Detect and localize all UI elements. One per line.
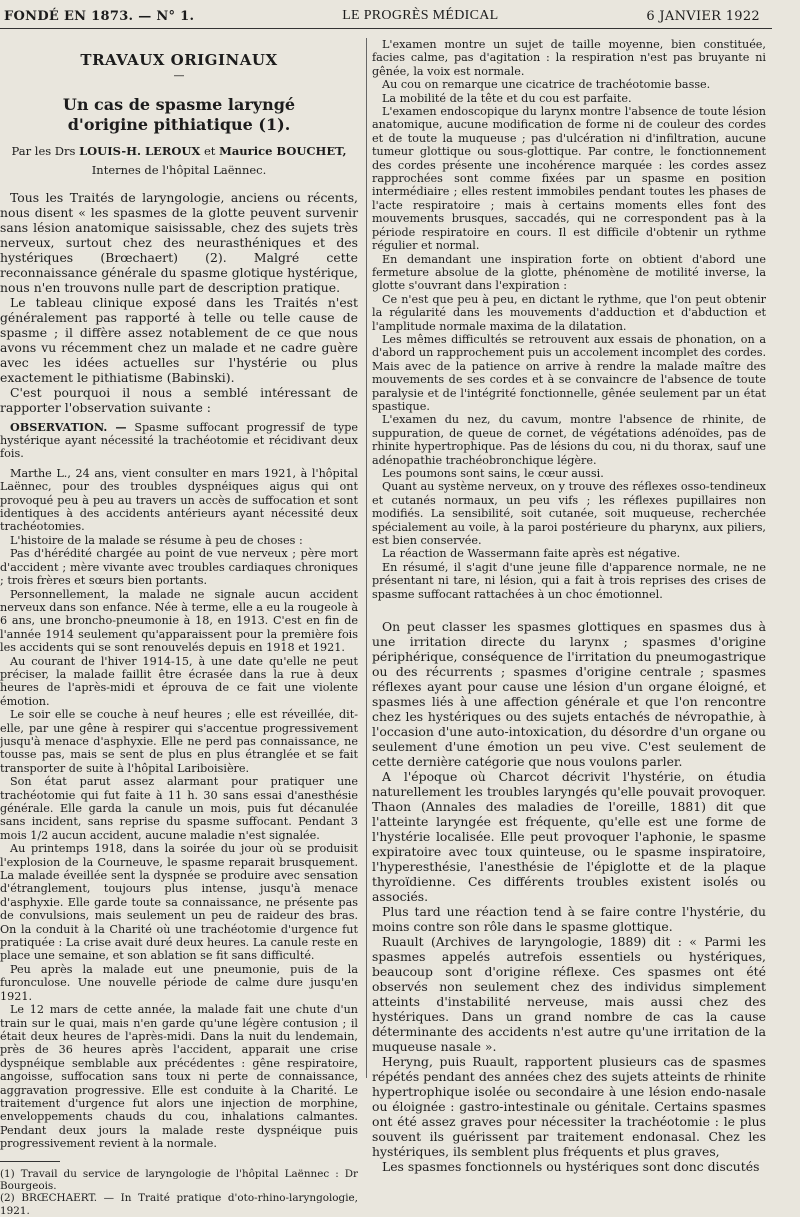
exam-paragraph: La réaction de Wassermann faite après est négative. <box>382 547 681 561</box>
footnote: (2) BRŒCHAERT. — In Traité pratique d'oto-rhino-laryngologie, 1921. <box>0 1192 358 1217</box>
exam-paragraph: Les mêmes difficultés se retrouvent aux essais de phonation, on a d'abord un rapprochement puis un accolement incomplet des cordes. Mais avec de la patience on arrive à rendre la malade maître des mouvements de ses cordes et à se convaincre de l'absence de toute paralysie et de l'intégrité fonctionnelle, gênée seulement par un état spastique. <box>372 332 766 413</box>
discussion-paragraph: A l'époque où Charcot décrivit l'hystérie, on étudia naturellement les troubles laryngés qu'elle pouvait provoquer. Thaon (Annales des maladies de l'oreille, 1881) dit que l'atteinte laryngée est fréquente, qu'elle est une forme de l'hystérie localisée. Elle peut provoquer l'aphonie, le spasme expiratoire avec toux quinteuse, ou le spasme inspiratoire, l'hyperesthésie, l'anesthésie de l'épiglotte et de la plaque thyroïdienne. Ces différents troubles existent isolés ou associés. <box>372 769 766 905</box>
discussion-paragraph: Les spasmes fonctionnels ou hystériques sont donc discutés <box>382 1159 760 1175</box>
page-header <box>4 6 760 26</box>
discussion-paragraph: Heryng, puis Ruault, rapportent plusieurs cas de spasmes répétés pendant des années chez des sujets atteints de rhinite hypertrophique isolée ou secondaire à une lésion endo-nasale ou éloignée : gastro-intestinale ou génitale. Certains spasmes ont été assez graves pour nécessiter la trachéotomie : le plus souvent ils guérissent par traitement endonasal. Chez les hystériques, ils semblent plus fréquents et plus graves, <box>372 1054 766 1160</box>
observation-paragraph: Pas d'hérédité chargée au point de vue nerveux ; père mort d'accident ; mère vivante avec troubles cardiaques chroniques ; trois frères et sœurs bien portants. <box>0 547 358 588</box>
observation-paragraph: Peu après la malade eut une pneumonie, puis de la furonculose. Une nouvelle période de calme dure jusqu'en 1921. <box>0 962 358 1003</box>
authors-prefix: Par les Drs <box>11 143 76 158</box>
article-authors <box>0 145 358 158</box>
observation-paragraph: Au courant de l'hiver 1914-15, à une date qu'elle ne peut préciser, la malade faillit être écrasée dans la rue à deux heures de l'après-midi et éprouva de ce fait une violente émotion. <box>0 654 358 708</box>
exam-paragraph: Au cou on remarque une cicatrice de trachéotomie basse. <box>382 78 711 92</box>
exam-paragraph: Les poumons sont sains, le cœur aussi. <box>382 467 604 480</box>
intro-paragraph: C'est pourquoi il nous a semblé intéressant de rapporter l'observation suivante : <box>0 384 358 415</box>
observation-paragraph: Personnellement, la malade ne signale aucun accident nerveux dans son enfance. Née à terme, elle a eu la rougeole à 6 ans, une broncho-pneumonie à 18, en 1913. C'est en fin de l'année 1914 seulement qu'apparaissent pour la première fois les accidents qui se sont renouvelés depuis en 1918 et 1921. <box>0 587 358 655</box>
authors-affiliation: Internes de l'hôpital Laënnec. <box>91 163 267 178</box>
observation-continued <box>372 38 766 601</box>
header-rule <box>0 28 772 29</box>
author-bouchet: Maurice BOUCHET, <box>219 143 347 158</box>
discussion-paragraph: On peut classer les spasmes glottiques en spasmes dus à une irritation directe du larynx ; spasmes d'origine périphérique, conséquence de l'irritation du pneumogastrique ou des récurrents ; spasmes d'origine centrale ; spasmes réflexes ayant pour cause une lésion d'un organe éloigné, et spasmes liés à une affection générale et que l'on rencontre chez les hystériques ou des sujets entachés de névropathie, à l'occasion d'une auto-intoxication, du désordre d'un organe ou seulement d'une émotion un peu vive. C'est seulement de cette dernière catégorie que nous voulons parler. <box>372 619 766 770</box>
observation-paragraph: Son état parut assez alarmant pour pratiquer une trachéotomie qui fut faite à 11 h. 30 sans essai d'anesthésie générale. Elle garda la canule un mois, puis fut décanulée sans incident, sans reprise du spasme suffocant. Pendant 3 mois 1/2 aucun accident, aucune maladie n'est signalée. <box>0 775 358 842</box>
observation-paragraph: Marthe L., 24 ans, vient consulter en mars 1921, à l'hôpital Laënnec, pour des troubles dyspnéiques aigus qui ont provoqué peu à peu au travers un accès de suffocation et sont identiques à des accidents antérieurs ayant nécessité deux trachéotomies. <box>0 466 358 534</box>
exam-paragraph: Ce n'est que peu à peu, en dictant le rythme, que l'on peut obtenir la régularité dans les mouvements d'adduction et d'abduction et l'amplitude normale maxima de la dilatation. <box>372 292 766 333</box>
author-leroux: LOUIS-H. LEROUX <box>79 143 201 158</box>
header-date: 6 JANVIER 1922 <box>646 8 760 24</box>
right-column <box>372 38 766 1174</box>
exam-paragraph: En demandant une inspiration forte on obtient d'abord une fermeture absolue de la glotte, phénomène de motilité inverse, la glotte s'ouvrant dans l'expiration : <box>372 252 766 293</box>
authors-and: et <box>204 143 216 158</box>
exam-paragraph: En résumé, il s'agit d'une jeune fille d'apparence normale, ne ne présentant ni tare, ni lésion, qui a fait à trois reprises des crises de spasme suffocant rattachées à un choc émotionnel. <box>372 560 766 601</box>
observation-body <box>0 467 358 1151</box>
observation-label: OBSERVATION. — <box>10 419 127 434</box>
exam-paragraph: L'examen montre un sujet de taille moyenne, bien constituée, facies calme, pas d'agitation : la respiration n'est pas bruyante ni gênée, la voix est normale. <box>372 38 766 78</box>
footnotes <box>0 1168 358 1217</box>
observation-paragraph: Le soir elle se couche à neuf heures ; elle est réveillée, dit-elle, par une gêne à respirer qui s'accentue progressivement jusqu'à menace d'asphyxie. Elle ne perd pas connaissance, ne tousse pas, mais se sent de plus en plus étranglée et se fait transporter de suite à l'hôpital Lariboisière. <box>0 708 358 775</box>
section-title: TRAVAUX ORIGINAUX <box>80 51 278 69</box>
observation-paragraph: L'histoire de la malade se résume à peu de choses : <box>10 533 303 547</box>
exam-paragraph: L'examen du nez, du cavum, montre l'absence de rhinite, de suppuration, de queue de cornet, de végétations adénoïdes, pas de rhinite hypertrophique. Pas de lésions du cou, ni du thorax, sauf une adénopathie trachéobronchique légère. <box>372 413 766 467</box>
left-column <box>0 38 358 1217</box>
discussion-text <box>372 619 766 1174</box>
observation-paragraph: Le 12 mars de cette année, la malade fait une chute d'un train sur le quai, mais n'en garde qu'une légère contusion ; il était deux heures de l'après-midi. Dans la nuit du lendemain, près de 36 heures après l'accident, apparait une crise dyspnéique semblable aux précédentes : gêne respiratoire, angoisse, suffocation sans toux ni perte de connaissance, aggravation progressive. Elle est conduite à la Charité. Le traitement d'urgence fut alors une injection de morphine, enveloppements chauds du cou, inhalations calmantes. Pendant deux jours la malade reste dyspnéique puis progressivement revient à la normale. <box>0 1003 358 1151</box>
observation-heading <box>0 421 358 461</box>
discussion-paragraph: Ruault (Archives de laryngologie, 1889) dit : « Parmi les spasmes appelés autrefois essentiels ou hystériques, beaucoup sont d'origine réflexe. Ces spasmes ont été observés non seulement chez des individus simplement atteints d'instabilité nerveuse, mais aussi chez des hystériques. Dans un grand nombre de cas la cause déterminante des accidents n'est autre qu'une irritation de la muqueuse nasale ». <box>372 934 766 1055</box>
observation-paragraph: Au printemps 1918, dans la soirée du jour où se produisit l'explosion de la Courneuve, le spasme reparait brusquement. La malade éveillée sent la dyspnée se produire avec sensation d'étranglement, toujours plus intense, jusqu'à menace d'asphyxie. Elle garde toute sa connaissance, ne présente pas de convulsions, mais seulement un peu de raideur des bras. On la conduit à la Charité où une trachéotomie d'urgence fut pratiquée : La crise avait duré deux heures. La canule reste en place une semaine, et son ablation se fit sans difficulté. <box>0 842 358 963</box>
intro-paragraph: Le tableau clinique exposé dans les Traités n'est généralement pas rapporté à telle ou telle cause de spasme ; il diffère assez notablement de ce que nous avons vu récemment chez un malade et ne cadre guère avec les idées actuelles sur l'hystérie ou plus exactement le pithiatisme (Babinski). <box>0 294 358 385</box>
discussion-paragraph: Plus tard une réaction tend à se faire contre l'hystérie, du moins contre son rôle dans le spasme glottique. <box>372 904 766 935</box>
observation-summary: Spasme suffocant progressif de type hystérique ayant nécessité la trachéotomie et récidivant deux fois. <box>0 420 359 461</box>
article-title <box>0 95 358 135</box>
exam-paragraph: L'examen endoscopique du larynx montre l'absence de toute lésion anatomique, aucune modification de forme ni de couleur des cordes et de toute la muqueuse ; pas d'ulcération ni d'infiltration, aucune tumeur glottique ou sous-glottique. Par contre, le fonctionnement des cordes présente une incohérence marquée : les cordes assez rapprochées sont comme fixées par un spasme en position intermédiaire ; elles restent immobiles pendant toutes les phases de l'acte respiratoire ; mais à certains moments elles font des mouvements brusques, saccadés, qui ne correspondent pas à la période respiratoire en cours. Il est difficile d'obtenir un rythme régulier et normal. <box>372 105 766 253</box>
footnote-rule <box>0 1161 60 1162</box>
exam-paragraph: Quant au système nerveux, on y trouve des réflexes osso-tendineux et cutanés normaux, un peu vifs ; les réflexes pupillaires non modifiés. La sensibilité, soit cutanée, soit muqueuse, recherchée spécialement au voile, à la paroi postérieure du pharynx, aux piliers, est bien conservée. <box>372 480 766 548</box>
intro-paragraph: Tous les Traités de laryngologie, anciens ou récents, nous disent « les spasmes de la glotte peuvent survenir sans lésion anatomique saisissable, chez des sujets très nerveux, surtout chez des neurasthéniques et des hystériques (Brœchaert) (2). Malgré cette reconnaissance générale du spasme glotique hystérique, nous n'en trouvons nulle part de description pratique. <box>0 189 358 295</box>
article-title-line-2: d'origine pithiatique (1). <box>67 114 291 134</box>
header-founded: FONDÉ EN 1873. — N° 1. <box>4 8 195 24</box>
footnote: (1) Travail du service de laryngologie de l'hôpital Laënnec : Dr Bourgeois. <box>0 1167 358 1192</box>
intro-text <box>0 190 358 415</box>
exam-paragraph: La mobilité de la tête et du cou est parfaite. <box>382 91 632 105</box>
header-journal-title: LE PROGRÈS MÉDICAL <box>342 8 499 23</box>
title-dash: — <box>173 69 185 83</box>
article-title-line-1: Un cas de spasme laryngé <box>62 94 296 114</box>
column-divider <box>366 38 367 1078</box>
